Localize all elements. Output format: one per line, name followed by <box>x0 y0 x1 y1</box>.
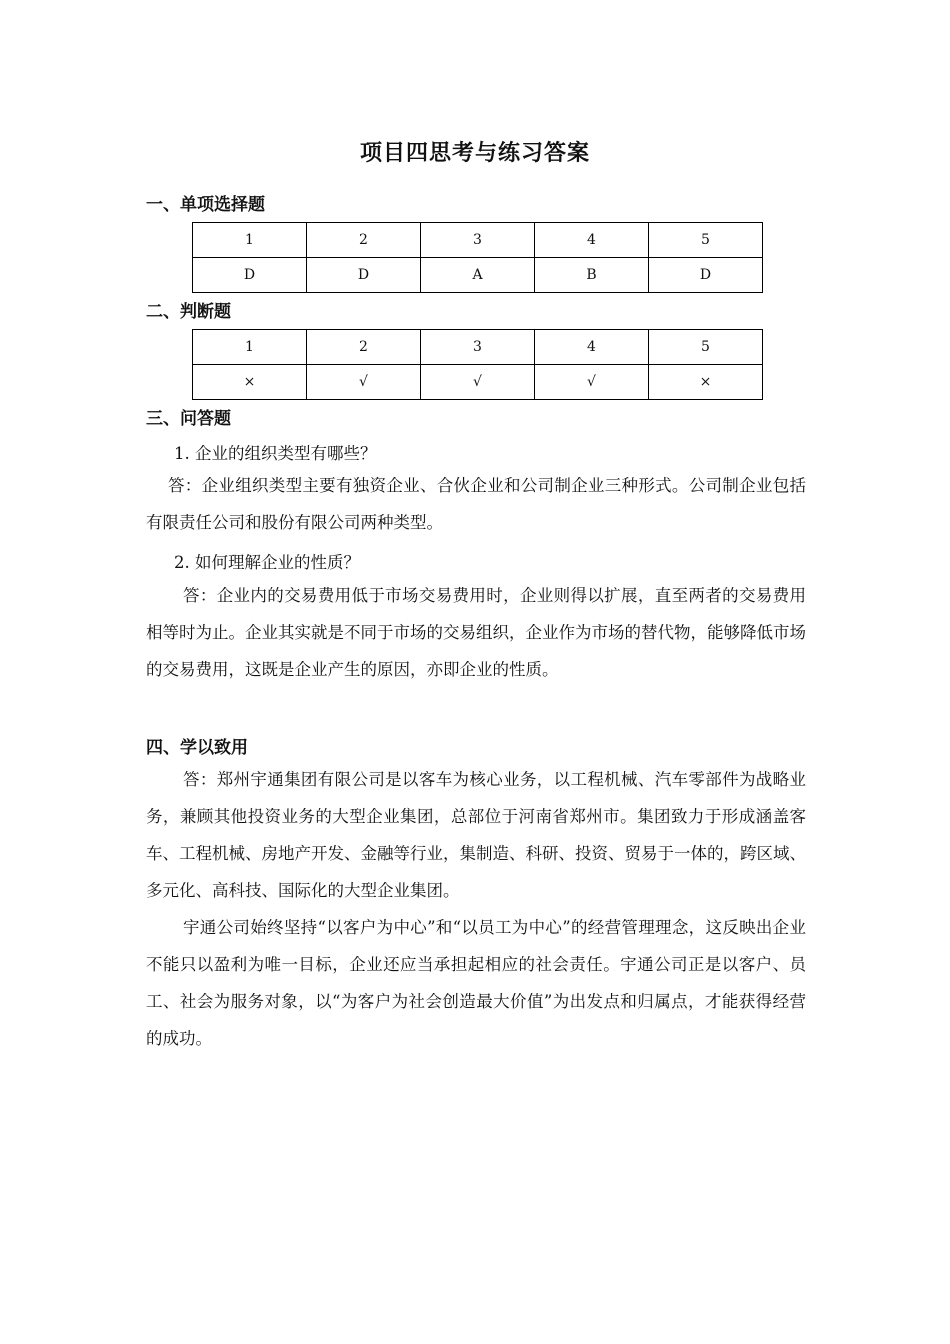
table-cell-number: 5 <box>649 330 763 365</box>
table-cell-answer: D <box>193 258 307 293</box>
table-cell-answer: √ <box>421 365 535 400</box>
table-row <box>193 258 763 293</box>
answer-1-paragraph: 答：企业组织类型主要有独资企业、合伙企业和公司制企业三种形式。公司制企业包括有限责任公司和股份有限公司两种类型。 <box>146 476 806 532</box>
table-cell-answer: × <box>649 365 763 400</box>
table-row <box>193 330 763 365</box>
table-cell-answer: √ <box>535 365 649 400</box>
table-cell-answer: D <box>649 258 763 293</box>
section-heading-true-false: 二、判断题 <box>146 302 231 322</box>
table-cell-number: 1 <box>193 223 307 258</box>
table-row <box>193 223 763 258</box>
section-heading-application: 四、学以致用 <box>146 738 248 758</box>
table-cell-answer: B <box>535 258 649 293</box>
section-heading-single-choice: 一、单项选择题 <box>146 195 265 215</box>
table-cell-number: 2 <box>307 223 421 258</box>
table-cell-number: 2 <box>307 330 421 365</box>
table-cell-number: 3 <box>421 330 535 365</box>
table-cell-answer: × <box>193 365 307 400</box>
question-1: 1. 企业的组织类型有哪些？ <box>174 444 377 463</box>
table-cell-number: 4 <box>535 330 649 365</box>
table-cell-answer: D <box>307 258 421 293</box>
table-cell-number: 4 <box>535 223 649 258</box>
table-cell-number: 5 <box>649 223 763 258</box>
single-choice-answer-table <box>192 222 763 293</box>
table-cell-answer: √ <box>307 365 421 400</box>
page-title: 项目四思考与练习答案 <box>359 140 590 166</box>
table-cell-number: 1 <box>193 330 307 365</box>
question-2: 2. 如何理解企业的性质？ <box>174 553 360 572</box>
answer-2-paragraph: 答：企业内的交易费用低于市场交易费用时，企业则得以扩展，直至两者的交易费用相等时为止。企业其实就是不同于市场的交易组织，企业作为市场的替代物，能够降低市场的交易费用，这既是企业产生的原因，亦即企业的性质。 <box>146 586 806 679</box>
true-false-answer-table <box>192 329 763 400</box>
application-paragraph-2: 宇通公司始终坚持“以客户为中心”和“以员工为中心”的经营管理理念，这反映出企业不能只以盈利为唯一目标，企业还应当承担起相应的社会责任。宇通公司正是以客户、员工、社会为服务对象，以“为客户为社会创造最大价值”为出发点和归属点，才能获得经营的成功。 <box>146 918 806 1048</box>
table-cell-answer: A <box>421 258 535 293</box>
table-row <box>193 365 763 400</box>
application-paragraph-1: 答：郑州宇通集团有限公司是以客车为核心业务，以工程机械、汽车零部件为战略业务，兼顾其他投资业务的大型企业集团，总部位于河南省郑州市。集团致力于形成涵盖客车、工程机械、房地产开发、金融等行业，集制造、科研、投资、贸易于一体的，跨区域、多元化、高科技、国际化的大型企业集团。 <box>146 770 806 900</box>
section-heading-qa: 三、问答题 <box>146 409 231 429</box>
table-cell-number: 3 <box>421 223 535 258</box>
